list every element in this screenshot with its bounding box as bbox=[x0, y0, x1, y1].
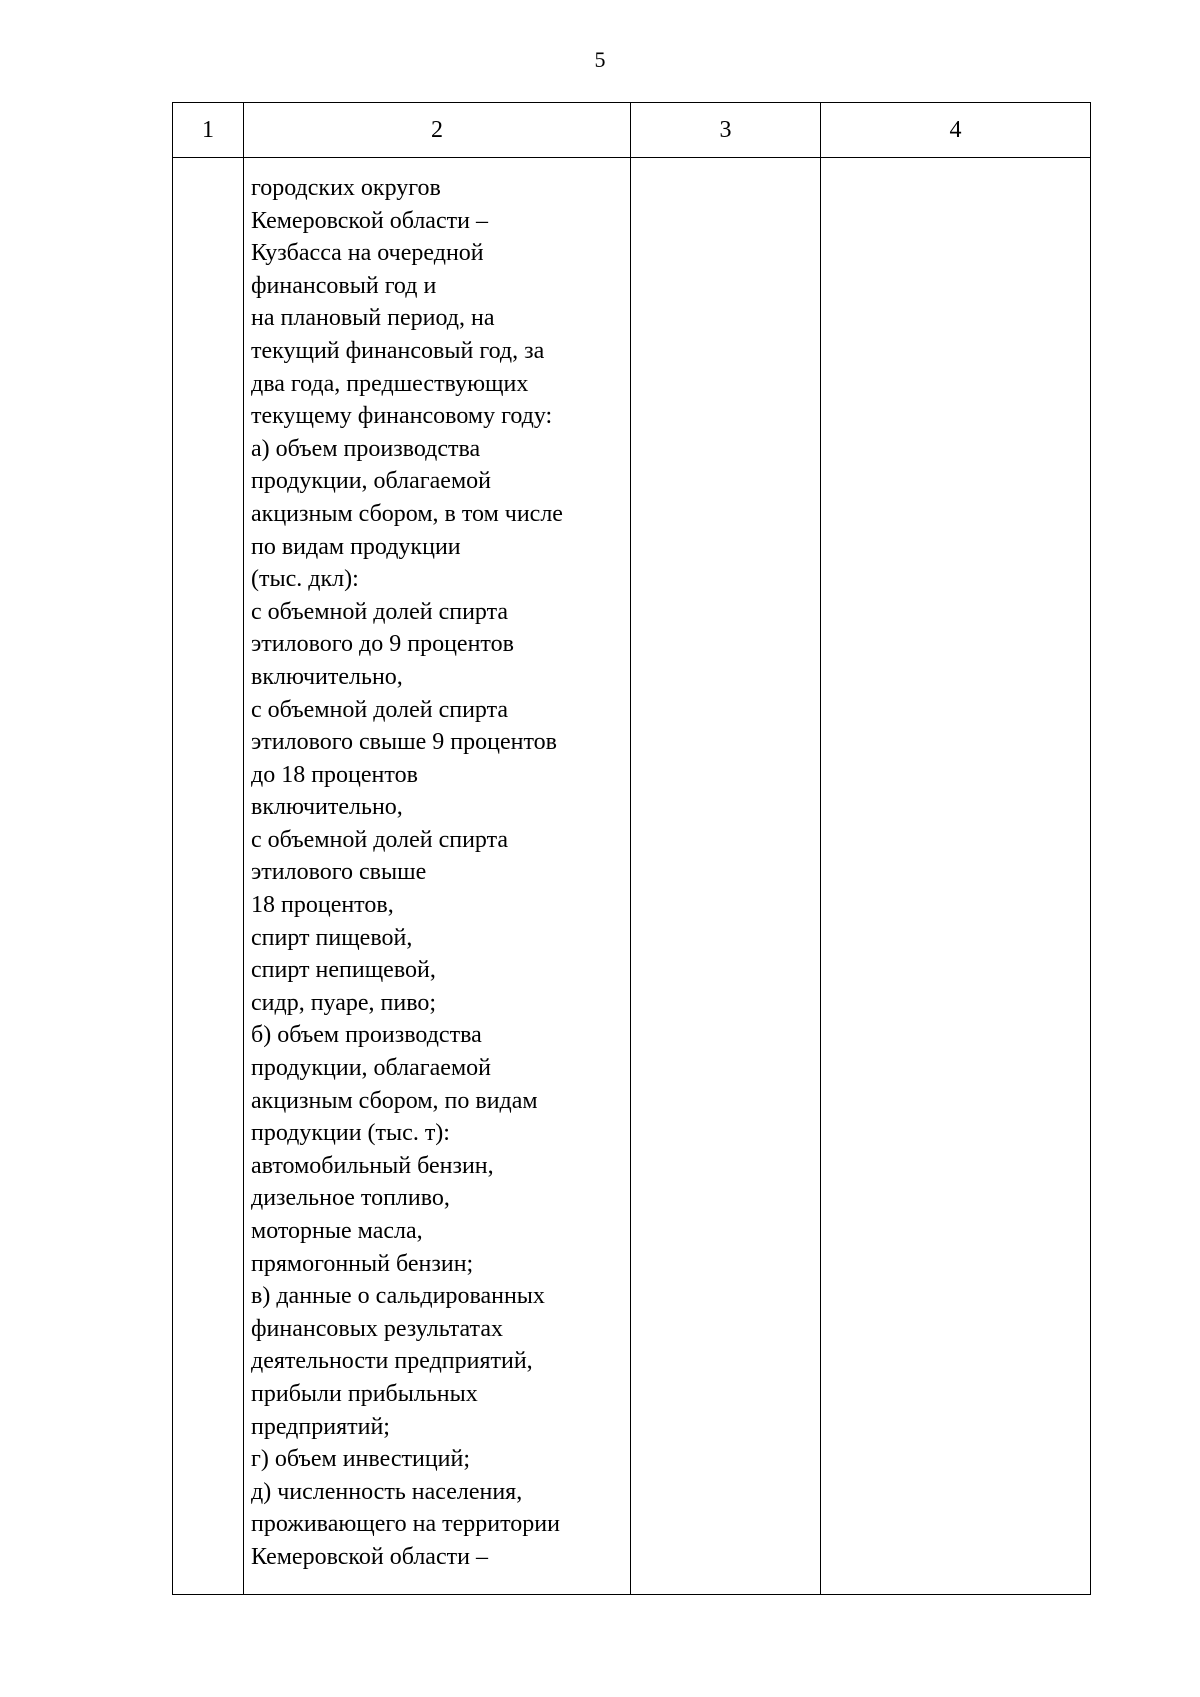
text-line: д) численность населения, bbox=[251, 1478, 523, 1505]
text-line: текущему финансовому году: bbox=[251, 403, 553, 430]
text-line: городских округов bbox=[251, 175, 441, 201]
text-line: предприятий; bbox=[251, 1413, 390, 1440]
page-number: 5 bbox=[594, 47, 606, 72]
text-line: спирт пищевой, bbox=[251, 924, 413, 951]
text-line: г) объем инвестиций; bbox=[251, 1446, 471, 1473]
text-line: включительно, bbox=[251, 663, 403, 690]
text-line: (тыс. дкл): bbox=[251, 566, 359, 593]
table-header-row bbox=[173, 103, 1091, 158]
text-line: Кемеровской области – bbox=[251, 207, 488, 234]
text-line: деятельности предприятий, bbox=[251, 1348, 533, 1375]
text-line: этилового свыше bbox=[251, 859, 427, 886]
text-line: продукции (тыс. т): bbox=[251, 1120, 450, 1147]
header-cell-2: 2 bbox=[244, 103, 631, 158]
header-cell-4: 4 bbox=[821, 103, 1091, 158]
text-line: прямогонный бензин; bbox=[251, 1250, 474, 1277]
text-line: с объемной долей спирта bbox=[251, 826, 509, 853]
text-line: включительно, bbox=[251, 794, 403, 821]
text-line: Кемеровской области – bbox=[251, 1543, 488, 1570]
text-line: текущий финансовый год, за bbox=[251, 337, 545, 364]
text-line: этилового свыше 9 процентов bbox=[251, 729, 557, 756]
text-line: на плановый период, на bbox=[251, 305, 495, 332]
text-line: по видам продукции bbox=[251, 533, 461, 560]
cell-col-4 bbox=[821, 158, 1091, 1595]
text-line: сидр, пуаре, пиво; bbox=[251, 989, 437, 1016]
cell-col-2 bbox=[244, 158, 631, 1595]
header-cell-1: 1 bbox=[173, 103, 244, 158]
cell-col-3 bbox=[631, 158, 821, 1595]
text-line: Кузбасса на очередной bbox=[251, 240, 484, 267]
text-line: продукции, облагаемой bbox=[251, 468, 491, 495]
table-body-row bbox=[173, 158, 1091, 1595]
text-line: акцизным сбором, в том числе bbox=[251, 500, 563, 527]
text-line: прибыли прибыльных bbox=[251, 1380, 478, 1407]
text-line: в) данные о сальдированных bbox=[251, 1283, 545, 1310]
text-line: б) объем производства bbox=[251, 1022, 482, 1049]
text-line: моторные масла, bbox=[251, 1218, 423, 1244]
text-line: спирт непищевой, bbox=[251, 957, 436, 984]
text-line: финансовый год и bbox=[251, 272, 437, 299]
text-line: дизельное топливо, bbox=[251, 1185, 450, 1212]
document-table bbox=[172, 102, 1091, 1595]
text-line: 18 процентов, bbox=[251, 892, 394, 919]
text-line: финансовых результатах bbox=[251, 1315, 503, 1342]
text-line: с объемной долей спирта bbox=[251, 598, 509, 625]
text-line: проживающего на территории bbox=[251, 1511, 560, 1538]
text-line: акцизным сбором, по видам bbox=[251, 1087, 538, 1114]
text-line: два года, предшествующих bbox=[251, 370, 529, 397]
text-line: с объемной долей спирта bbox=[251, 696, 509, 723]
text-line: до 18 процентов bbox=[251, 761, 418, 788]
header-cell-3: 3 bbox=[631, 103, 821, 158]
text-line: продукции, облагаемой bbox=[251, 1055, 491, 1082]
cell-col-1 bbox=[173, 158, 244, 1595]
text-line: этилового до 9 процентов bbox=[251, 631, 514, 658]
text-line: автомобильный бензин, bbox=[251, 1152, 494, 1179]
text-line: а) объем производства bbox=[251, 435, 481, 462]
